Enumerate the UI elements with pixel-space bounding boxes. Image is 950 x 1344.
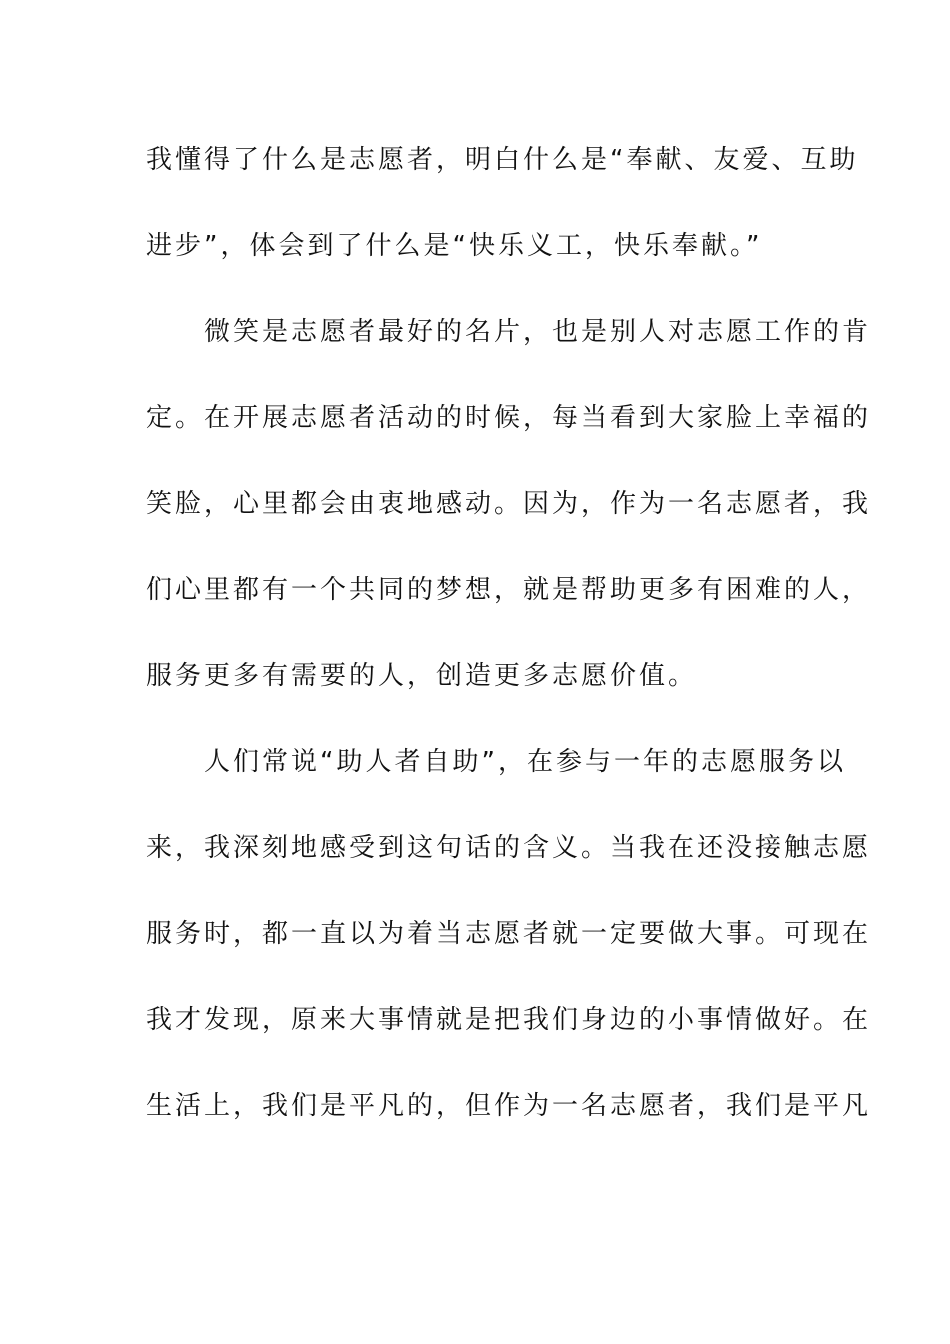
text-line: 微笑是志愿者最好的名片，也是别人对志愿工作的肯 [146, 317, 872, 347]
text-line: 人们常说“助人者自助”，在参与一年的志愿服务以 [146, 747, 846, 777]
text-line: 来，我深刻地感受到这句话的含义。当我在还没接触志愿 [146, 833, 872, 863]
text-line: 定。在开展志愿者活动的时候，每当看到大家脸上幸福的 [146, 403, 872, 433]
text-line: 进步”，体会到了什么是“快乐义工，快乐奉献。” [146, 231, 763, 261]
text-line: 我懂得了什么是志愿者，明白什么是“奉献、友爱、互助 [146, 145, 859, 175]
text-line: 笑脸，心里都会由衷地感动。因为，作为一名志愿者，我 [146, 489, 872, 519]
text-line: 们心里都有一个共同的梦想，就是帮助更多有困难的人， [146, 575, 872, 605]
text-line: 服务更多有需要的人，创造更多志愿价值。 [146, 661, 698, 691]
text-line: 生活上，我们是平凡的，但作为一名志愿者，我们是平凡 [146, 1091, 872, 1121]
text-line: 我才发现，原来大事情就是把我们身边的小事情做好。在 [146, 1005, 872, 1035]
text-line: 服务时，都一直以为着当志愿者就一定要做大事。可现在 [146, 919, 872, 949]
body-text [146, 132, 872, 1164]
